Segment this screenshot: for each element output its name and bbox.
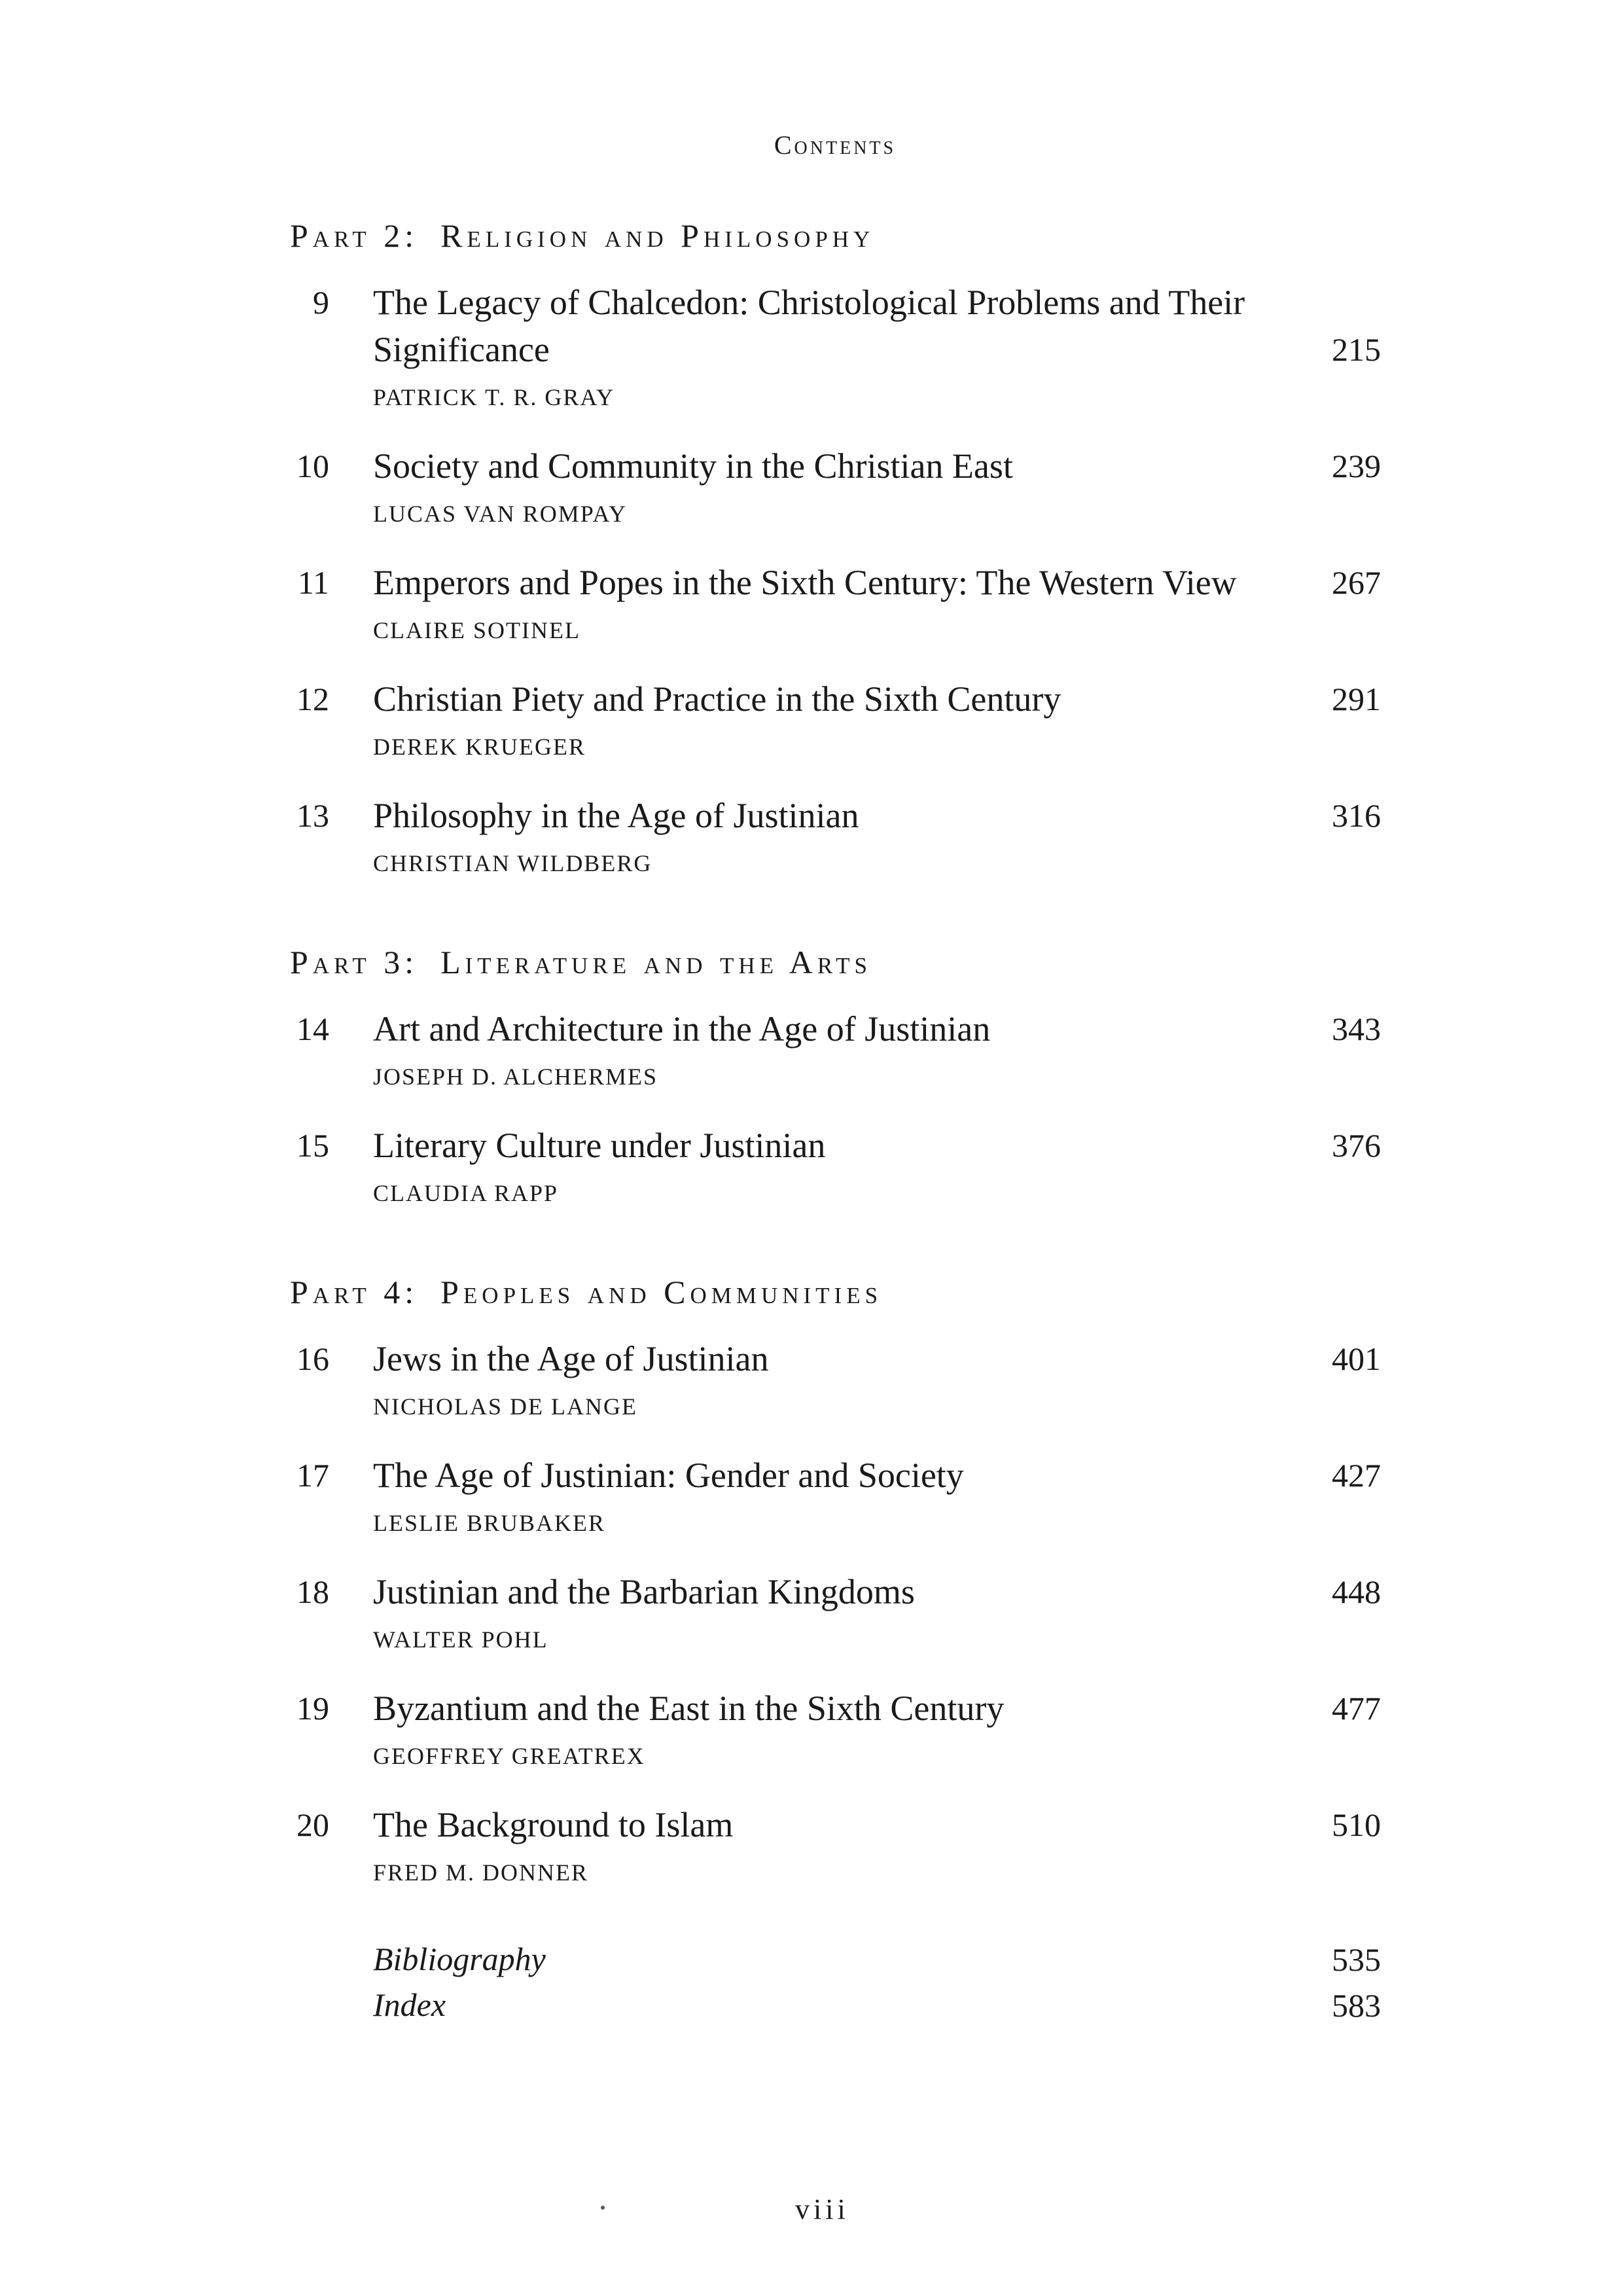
chapter-title[interactable]: Christian Piety and Practice in the Sixth Century (373, 679, 1061, 719)
page-number: viii (795, 2193, 849, 2225)
chapter-page: 316 (1332, 797, 1381, 834)
chapter-title[interactable]: Byzantium and the East in the Sixth Century (373, 1689, 1005, 1728)
back-matter-entry[interactable] (373, 1936, 1381, 1982)
toc-entry[interactable] (290, 1122, 1381, 1217)
chapter-page: 343 (1332, 1011, 1381, 1047)
toc-entry[interactable] (290, 1005, 1381, 1101)
chapter-title[interactable]: The Age of Justinian: Gender and Society (373, 1456, 964, 1495)
chapter-number: 11 (297, 564, 329, 601)
scan-speck (601, 2206, 605, 2210)
back-matter-title: Bibliography (373, 1941, 546, 1977)
part-title: Peoples and Communities (440, 1274, 883, 1310)
chapter-number: 15 (296, 1127, 329, 1164)
chapter-number: 9 (313, 284, 329, 321)
part-title: Religion and Philosophy (440, 217, 875, 254)
chapter-author: CLAIRE SOTINEL (373, 617, 580, 643)
part-heading (290, 1266, 1381, 1318)
chapter-author: PATRICK T. R. GRAY (373, 384, 615, 410)
part-label: Part 4: (290, 1274, 419, 1310)
chapter-number: 19 (296, 1690, 329, 1727)
part-label: Part 3: (290, 944, 419, 980)
chapter-author: JOSEPH D. ALCHERMES (373, 1064, 658, 1090)
chapter-number: 17 (296, 1457, 329, 1494)
toc-entry[interactable] (290, 1685, 1381, 1780)
toc-entry[interactable] (290, 1568, 1381, 1664)
chapter-title[interactable]: Emperors and Popes in the Sixth Century: The Western View (373, 563, 1237, 602)
chapter-title[interactable]: Society and Community in the Christian East (373, 446, 1013, 486)
chapter-page: 401 (1332, 1340, 1381, 1377)
part-heading (290, 936, 1381, 988)
chapter-author: LUCAS VAN ROMPAY (373, 501, 628, 527)
chapter-author: CLAUDIA RAPP (373, 1180, 559, 1206)
chapter-author: LESLIE BRUBAKER (373, 1510, 606, 1536)
running-head: Contents (774, 130, 897, 160)
part-title: Literature and the Arts (440, 944, 872, 980)
chapter-page: 376 (1332, 1127, 1381, 1164)
chapter-author: DEREK KRUEGER (373, 734, 586, 760)
chapter-page: 477 (1332, 1690, 1381, 1727)
chapter-number: 14 (296, 1011, 329, 1047)
chapter-author: GEOFFREY GREATREX (373, 1743, 645, 1769)
back-matter (290, 1936, 1381, 2028)
chapter-page: 267 (1332, 564, 1381, 601)
chapter-number: 13 (296, 797, 329, 834)
chapter-author: NICHOLAS DE LANGE (373, 1393, 637, 1420)
chapter-author: CHRISTIAN WILDBERG (373, 850, 652, 876)
table-of-contents (290, 209, 1381, 2028)
part-label: Part 2: (290, 217, 419, 254)
chapter-number: 20 (296, 1806, 329, 1843)
toc-entry[interactable] (290, 279, 1381, 422)
chapter-title[interactable]: Justinian and the Barbarian Kingdoms (373, 1572, 915, 1611)
chapter-title[interactable]: Philosophy in the Age of Justinian (373, 796, 859, 835)
toc-entry[interactable] (290, 559, 1381, 655)
toc-entry[interactable] (290, 1452, 1381, 1547)
chapter-page: 510 (1332, 1806, 1381, 1843)
chapter-number: 18 (296, 1573, 329, 1610)
back-matter-page: 535 (1332, 1941, 1381, 1978)
toc-entry[interactable] (290, 442, 1381, 538)
chapter-title[interactable]: Art and Architecture in the Age of Justinian (373, 1009, 991, 1049)
chapter-page: 291 (1332, 681, 1381, 717)
back-matter-title: Index (373, 1986, 446, 2023)
toc-entry[interactable] (290, 675, 1381, 771)
part-heading (290, 209, 1381, 262)
chapter-page: 239 (1332, 448, 1381, 484)
chapter-number: 10 (296, 448, 329, 484)
chapter-title[interactable]: Jews in the Age of Justinian (373, 1339, 769, 1378)
back-matter-entry[interactable] (373, 1982, 1381, 2028)
toc-entry[interactable] (290, 1801, 1381, 1897)
chapter-author: WALTER POHL (373, 1626, 548, 1653)
chapter-number: 16 (296, 1340, 329, 1377)
chapter-title[interactable]: Literary Culture under Justinian (373, 1126, 826, 1165)
chapter-page: 215 (1332, 331, 1381, 368)
chapter-title[interactable]: The Background to Islam (373, 1805, 734, 1844)
toc-entry[interactable] (290, 792, 1381, 888)
chapter-page: 448 (1332, 1573, 1381, 1610)
chapter-page: 427 (1332, 1457, 1381, 1494)
chapter-author: FRED M. DONNER (373, 1859, 589, 1886)
toc-entry[interactable] (290, 1335, 1381, 1431)
chapter-number: 12 (296, 681, 329, 717)
back-matter-page: 583 (1332, 1987, 1381, 2024)
chapter-title[interactable]: The Legacy of Chalcedon: Christological Problems and Their Significance (373, 283, 1245, 369)
